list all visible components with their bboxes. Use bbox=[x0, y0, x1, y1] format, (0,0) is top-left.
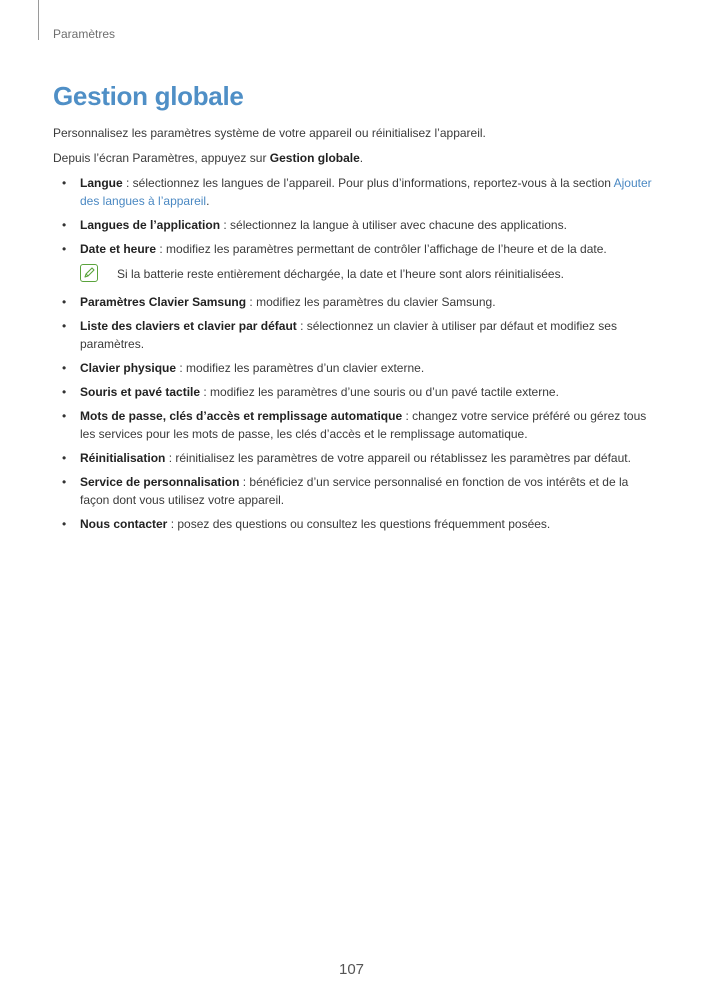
item-term: Liste des claviers et clavier par défaut bbox=[80, 319, 297, 333]
list-item bbox=[53, 407, 653, 443]
list-item bbox=[53, 473, 653, 509]
item-text: : sélectionnez un clavier à utiliser par défaut et modifiez ses paramètres. bbox=[80, 319, 617, 351]
header-divider bbox=[38, 0, 39, 40]
bullet-icon: • bbox=[62, 218, 67, 232]
note-text: Si la batterie reste entièrement déchargée, la date et l’heure sont alors réinitialisées. bbox=[117, 267, 564, 281]
bullet-icon: • bbox=[62, 409, 67, 423]
item-term: Nous contacter bbox=[80, 517, 168, 531]
bullet-icon: • bbox=[62, 176, 67, 190]
page-number: 107 bbox=[338, 961, 365, 978]
list-item bbox=[53, 359, 653, 377]
settings-list bbox=[53, 174, 653, 258]
bullet-icon: • bbox=[62, 242, 67, 256]
section-link[interactable]: Ajouter des langues à l’appareil bbox=[80, 176, 652, 208]
path-suffix: . bbox=[359, 151, 364, 165]
list-item bbox=[53, 216, 653, 234]
item-text: : modifiez les paramètres d’une souris ou d’un pavé tactile externe. bbox=[200, 385, 559, 399]
item-after: . bbox=[206, 194, 210, 208]
intro-paragraph: Personnalisez les paramètres système de votre appareil ou réinitialisez l’appareil. bbox=[53, 126, 486, 140]
bullet-icon: • bbox=[62, 385, 67, 399]
list-item bbox=[53, 240, 653, 258]
page-title: Gestion globale bbox=[53, 81, 244, 111]
path-bold: Gestion globale bbox=[269, 151, 360, 165]
navigation-path bbox=[53, 149, 653, 167]
item-text: : modifiez les paramètres d’un clavier externe. bbox=[176, 361, 425, 375]
list-item bbox=[53, 383, 653, 401]
item-text: : bénéficiez d’un service personnalisé en fonction de vos intérêts et de la façon dont vous utilisez votre appareil. bbox=[80, 475, 629, 507]
note-pencil-icon bbox=[80, 264, 98, 282]
item-term: Langues de l’application bbox=[80, 218, 221, 232]
bullet-icon: • bbox=[62, 517, 67, 531]
page-content bbox=[53, 124, 653, 539]
item-term: Paramètres Clavier Samsung bbox=[80, 295, 247, 309]
list-item bbox=[53, 515, 653, 533]
list-item bbox=[53, 293, 653, 311]
item-term: Clavier physique bbox=[80, 361, 177, 375]
settings-list-continued bbox=[53, 293, 653, 533]
path-prefix: Depuis l’écran Paramètres, appuyez sur bbox=[53, 151, 270, 165]
item-text: : sélectionnez les langues de l’appareil. Pour plus d’informations, reportez-vous à la section bbox=[122, 176, 614, 190]
item-term: Service de personnalisation bbox=[80, 475, 240, 489]
item-text: : changez votre service préféré ou gérez tous les services pour les mots de passe, les clés d’accès et le remplissage automatique. bbox=[80, 409, 647, 441]
item-term: Date et heure bbox=[80, 242, 157, 256]
note-box bbox=[80, 264, 653, 284]
section-header: Paramètres bbox=[53, 27, 116, 41]
list-item bbox=[53, 174, 653, 210]
bullet-icon: • bbox=[62, 451, 67, 465]
bullet-icon: • bbox=[62, 361, 67, 375]
list-item bbox=[53, 449, 653, 467]
bullet-icon: • bbox=[62, 295, 67, 309]
item-term: Réinitialisation bbox=[80, 451, 166, 465]
item-text: : sélectionnez la langue à utiliser avec chacune des applications. bbox=[220, 218, 567, 232]
item-term: Langue bbox=[80, 176, 123, 190]
item-term: Mots de passe, clés d’accès et remplissage automatique bbox=[80, 409, 403, 423]
item-text: : posez des questions ou consultez les questions fréquemment posées. bbox=[167, 517, 551, 531]
item-text: : modifiez les paramètres du clavier Samsung. bbox=[246, 295, 496, 309]
item-term: Souris et pavé tactile bbox=[80, 385, 201, 399]
list-item bbox=[53, 317, 653, 353]
bullet-icon: • bbox=[62, 319, 67, 333]
bullet-icon: • bbox=[62, 475, 67, 489]
item-text: : modifiez les paramètres permettant de contrôler l’affichage de l’heure et de la date. bbox=[156, 242, 607, 256]
item-text: : réinitialisez les paramètres de votre appareil ou rétablissez les paramètres par défaut. bbox=[165, 451, 631, 465]
